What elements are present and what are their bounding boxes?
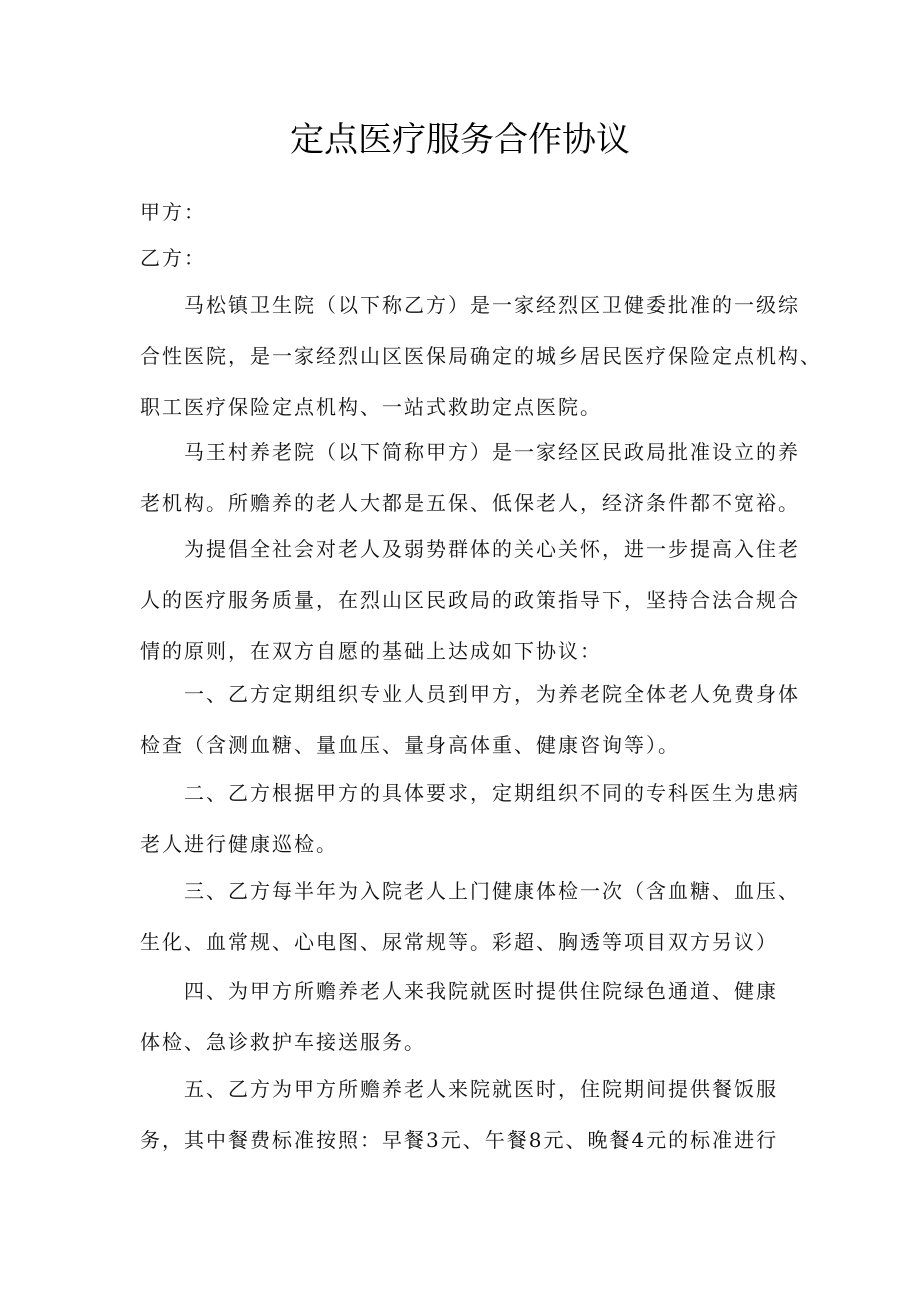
paragraph-line: 五、乙方为甲方所赡养老人来院就医时，住院期间提供餐饭服 (184, 1077, 778, 1101)
document-title: 定点医疗服务合作协议 (290, 120, 630, 160)
paragraph-line: 务，其中餐费标准按照：早餐3元、午餐8元、晚餐4元的标准进行 (140, 1128, 779, 1152)
paragraph-line: 老机构。所赡养的老人大都是五保、低保老人，经济条件都不宽裕。 (140, 491, 800, 515)
paragraph-line: 一、乙方定期组织专业人员到甲方，为养老院全体老人免费身体 (184, 682, 800, 706)
clause-4 (140, 966, 790, 1068)
paragraph-line: 老人进行健康巡检。 (140, 832, 338, 856)
paragraph-nursing-home-intro (140, 427, 800, 529)
paragraph-line: 合性医院，是一家经烈山区医保局确定的城乡居民医疗保险定点机构、 (140, 344, 822, 368)
paragraph-purpose (140, 524, 800, 677)
party-a-label: 甲方： (140, 200, 206, 224)
paragraph-line: 生化、血常规、心电图、尿常规等。彩超、胸透等项目双方另议） (140, 930, 778, 954)
paragraph-line: 四、为甲方所赡养老人来我院就医时提供住院绿色通道、健康 (184, 979, 778, 1003)
clause-5 (140, 1064, 790, 1166)
clause-2 (140, 768, 800, 870)
paragraph-line: 检查（含测血糖、量血压、量身高体重、健康咨询等）。 (140, 733, 680, 757)
paragraph-line: 二、乙方根据甲方的具体要求，定期组织不同的专科医生为患病 (184, 781, 800, 805)
paragraph-line: 为提倡全社会对老人及弱势群体的关心关怀，进一步提高入住老 (184, 537, 800, 561)
paragraph-hospital-intro (140, 280, 822, 433)
party-b-label: 乙方： (140, 246, 206, 270)
clause-3 (140, 866, 800, 968)
paragraph-line: 三、乙方每半年为入院老人上门健康体检一次（含血糖、血压、 (184, 879, 800, 903)
paragraph-line: 体检、急诊救护车接送服务。 (140, 1030, 426, 1054)
paragraph-line: 马松镇卫生院（以下称乙方）是一家经烈区卫健委批准的一级综 (184, 293, 800, 317)
paragraph-line: 人的医疗服务质量，在烈山区民政局的政策指导下，坚持合法合规合 (140, 588, 800, 612)
paragraph-line: 职工医疗保险定点机构、一站式救助定点医院。 (140, 395, 602, 419)
paragraph-line: 马王村养老院（以下简称甲方）是一家经区民政局批准设立的养 (184, 440, 800, 464)
clause-1 (140, 669, 800, 771)
paragraph-line: 情的原则，在双方自愿的基础上达成如下协议： (140, 639, 602, 663)
